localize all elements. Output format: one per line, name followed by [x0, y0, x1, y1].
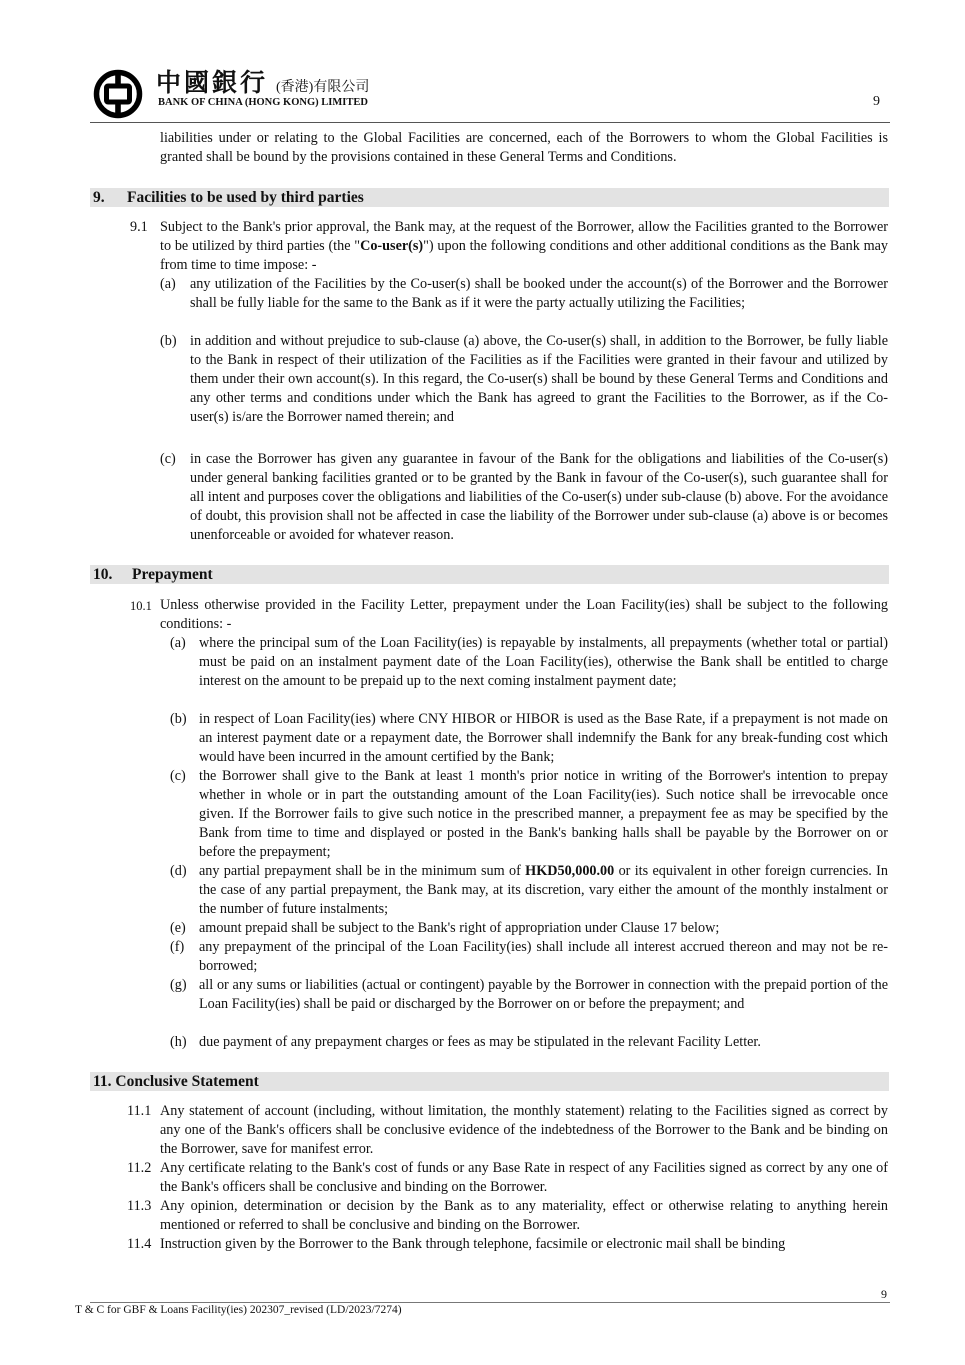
bank-name-chinese: 中國銀行 (香港)有限公司	[156, 70, 370, 97]
bank-logo-icon	[93, 69, 143, 119]
footer-document-reference: T & C for GBF & Loans Facility(ies) 202307_revised (LD/2023/7274)	[75, 1304, 402, 1316]
clause-text: Any opinion, determination or decision by the Bank as to any materiality, effect or otherwise relating to anything herein mentioned or referred to shall be conclusive and binding on the Borrower.	[160, 1198, 888, 1233]
section-number: 9.	[93, 189, 105, 206]
bank-name-chinese-suffix: (香港)有限公司	[276, 80, 370, 95]
clause-text: Subject to the Bank's prior approval, the Bank may, at the request of the Borrower, allow the Facilities granted to the Borrower to be utilized by third parties (the "Co-user(s)") upon the following conditions and other additional conditions as the Bank may from time to time impose: -	[160, 219, 889, 273]
section-title: Facilities to be used by third parties	[127, 189, 364, 206]
footer-divider	[90, 1302, 890, 1303]
minimum-amount: HKD50,000.00	[525, 863, 615, 879]
clause-text: Instruction given by the Borrower to the Bank through telephone, facsimile or electronic mail shall be binding	[160, 1236, 786, 1252]
page-header	[90, 66, 890, 122]
clause-number: 9.1	[130, 219, 148, 235]
clause-number: 11.4	[127, 1236, 152, 1252]
clause-number: 11.2	[127, 1160, 152, 1176]
bank-name-english: BANK OF CHINA (HONG KONG) LIMITED	[158, 97, 368, 108]
section-10-heading	[90, 565, 889, 584]
clause-number: 11.3	[127, 1198, 152, 1214]
section-number: 10.	[93, 566, 113, 583]
clause-text: Any certificate relating to the Bank's cost of funds or any Base Rate in respect of any Facilities signed as correct by any one of the Bank's officers shall be conclusive and binding on the Borrower.	[160, 1160, 888, 1195]
clause-text: Unless otherwise provided in the Facility Letter, prepayment under the Loan Facility(ies) shall be subject to the following conditions: -	[160, 597, 888, 632]
continuation-paragraph: liabilities under or relating to the Global Facilities are concerned, each of the Borrowers to whom the Global Facilities is granted shall be bound by the provisions contained in these General Terms and Conditions.	[160, 130, 888, 165]
defined-term: Co-user(s)	[360, 238, 424, 254]
clause-number: 10.1	[130, 599, 152, 613]
header-page-number: 9	[873, 94, 880, 109]
footer-page-number: 9	[881, 1287, 887, 1301]
clause-number: 11.1	[127, 1103, 152, 1119]
document-page: 中國銀行 (香港)有限公司 BANK OF CHINA (HONG KONG) LIMITED 9 liabilities under or relating to the Global Facilities are concerned, each of the Borrowers to whom the Global Facilities is granted shall be bound by the provisions contained in these General Terms and Conditions. 9. Facilities to be used by third parties 9.1 Subject to the Bank's prior approval, the Bank may, at the request of the Borrower, allow the Facilities granted to the Borrower to be utilized by third parties (the "Co-user(s)") upon the following conditions and other additional conditions as the Bank may from time to time impose: - (a) any utilization of the Facilities by the Co-user(s) shall be booked under the account(s) of the Borrower and the Borrower shall be fully liable for the same to the Bank as if it were the party actually utilizing the Facilities; (b) in addition and without prejudice to sub-clause (a) above, the Co-user(s) shall, in addition to the Borrower, be fully liable to the Bank in respect of their utilization of the Facilities as if the Facilities were granted in their favour and utilized by them under their own account(s). In this regard, the Co-user(s) shall be bound by these General Terms and Conditions and any other terms and conditions under which the Bank has agreed to grant the Facilities to the Borrower, as if the Co-user(s) is/are the Borrower named therein; and (c) in case the Borrower has given any guarantee in favour of the Bank for the obligations and liabilities of the Co-user(s) under general banking facilities granted or to be granted by the Bank in favour of the Co-user(s), such guarantee shall for all intent and purposes cover the obligations and liabilities of the Co-user(s) under sub-clause (b) above. For the avoidance of doubt, this provision shall not be affected in case the liability of the Borrower under sub-clause (a) above is or becomes unenforceable or avoided for whatever reason. 10. Prepayment 10.1 Unless otherwise provided in the Facility Letter, prepayment under the Loan Facility(ies) shall be subject to the following conditions: - (a) where the principal sum of the Loan Facility(ies) is repayable by instalments, all prepayments (whether total or partial) must be paid on an instalment payment date of the Loan Facility(ies), otherwise the Bank shall be entitled to charge interest on the amount to be prepaid up to the next coming instalment payment date; (b) in respect of Loan Facility(ies) where CNY HIBOR or HIBOR is used as the Base Rate, if a prepayment is not made on an interest payment date or a repayment date, the Borrower shall indemnify the Bank for any break-funding cost which would have been incurred in the amount certified by the Bank; (c) the Borrower shall give to the Bank at least 1 month's prior notice in writing of the Borrower's intention to prepay whether in whole or in part the outstanding amount of the Loan Facility(ies). Such notice shall be irrevocable once given. If the Borrower fails to give such notice in the prescribed manner, a prepayment fee as may be specified by the Bank from time to time and displayed or posted in the Bank's banking halls shall be payable by the Borrower on or before the prepayment; (d) any partial prepayment shall be in the minimum sum of HKD50,000.00 or its equivalent in other foreign currencies. In the case of any partial prepayment, the Bank may, at its discretion, vary either the amount of the monthly instalment or the number of future instalments; (e) amount prepaid shall be subject to the Bank's right of appropriation under Clause 17 below; (f) any prepayment of the principal of the Loan Facility(ies) shall include all interest accrued thereon and may not be re-borrowed; (g) all or any sums or liabilities (actual or contingent) payable by the Borrower in connection with the prepaid portion of the Loan Facility(ies) shall be paid or discharged by the Borrower on or before the prepayment; and (h) due payment of any prepayment charges or fees as may be stipulated in the relevant Facility Letter. 11. Conclusive Statement 11.1 Any statement of account (including, without limitation, the monthly statement) relating to the Facilities signed as correct by any one of the Bank's officers shall be conclusive evidence of the indebtedness of the Borrower to the Bank and be binding on the Borrower, save for manifest error. 11.2 Any certificate relating to the Bank's cost of funds or any Base Rate in respect of any Facilities signed as correct by any one of the Bank's officers shall be conclusive and binding on the Borrower. 11.3 Any opinion, determination or decision by the Bank as to any materiality, effect or otherwise relating to anything herein mentioned or referred to shall be conclusive and binding on the Borrower. 11.4 Instruction given by the Borrower to the Bank through telephone, facsimile or electronic mail shall be binding 9 T & C for GBF & Loans Facility(ies) 202307_revised (LD/2023/7274)	[0, 0, 965, 1365]
section-9-heading	[90, 188, 889, 207]
section-title: Prepayment	[132, 566, 213, 583]
section-11-heading	[90, 1072, 889, 1091]
section-title: 11. Conclusive Statement	[93, 1073, 259, 1090]
header-divider	[90, 122, 890, 123]
clause-text: Any statement of account (including, without limitation, the monthly statement) relating to the Facilities signed as correct by any one of the Bank's officers shall be conclusive evidence of the indebtedness of the Borrower to the Bank and be binding on the Borrower, save for manifest error.	[160, 1103, 888, 1157]
